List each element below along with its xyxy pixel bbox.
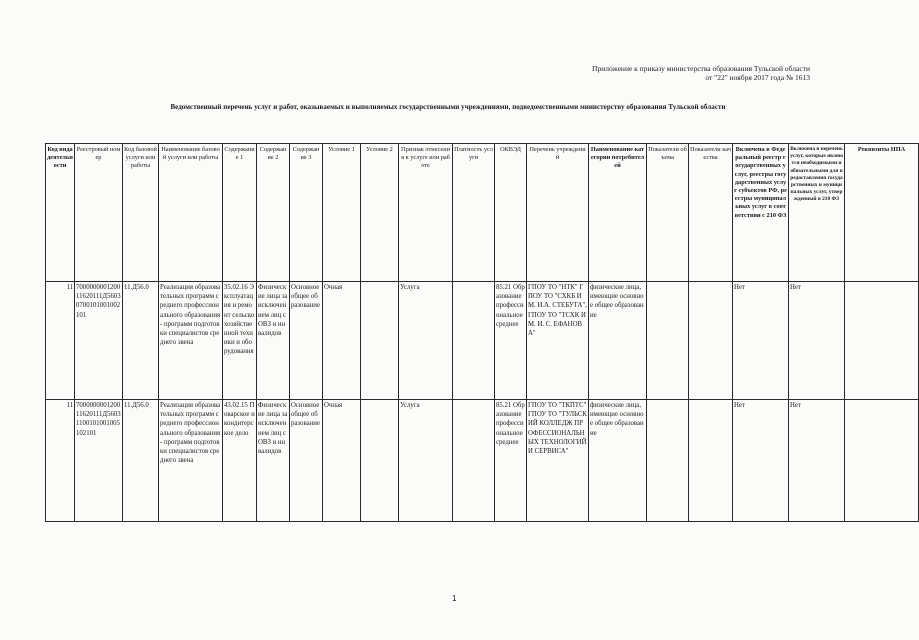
table-cell: Очная	[323, 400, 361, 522]
table-cell: Очная	[323, 282, 361, 400]
table-cell: Основное общее образование	[290, 400, 323, 522]
column-header: Содержание 1	[223, 144, 257, 282]
column-header: Содержание 2	[257, 144, 290, 282]
services-table	[45, 143, 919, 522]
column-header: Код базовой услуги или работы	[123, 144, 159, 282]
table-cell: 85.21 Образование профессиональное среднее	[495, 282, 527, 400]
column-header: Условие 1	[323, 144, 361, 282]
appendix-line-2: от "22" ноября 2017 года № 1613	[705, 73, 810, 82]
column-header: Признак отнесения к услуге или работе	[399, 144, 453, 282]
table-cell: Нет	[733, 282, 789, 400]
table-cell: Реализация образовательных программ среднего профессионального образования - программ подготовки специалистов среднего звена	[159, 282, 223, 400]
table-cell: 700000000120011620111Д56030700101001002101	[75, 282, 123, 400]
column-header: ОКВЭД	[495, 144, 527, 282]
page-number: 1	[452, 594, 457, 603]
table-cell: Услуга	[399, 400, 453, 522]
table-cell	[361, 282, 399, 400]
table-cell: Физические лица за исключением лиц с ОВЗ и инвалидов	[257, 400, 290, 522]
column-header: Содержание 3	[290, 144, 323, 282]
table-cell	[361, 400, 399, 522]
column-header: Платность услуги	[453, 144, 495, 282]
table-cell: 85.21 Образование профессиональное среднее	[495, 400, 527, 522]
table-cell: физические лица, имеющие основное общее образование	[589, 400, 647, 522]
table-cell	[845, 400, 919, 522]
column-header: Перечень учреждений	[527, 144, 589, 282]
column-header: Наименование категории потребителей	[589, 144, 647, 282]
column-header: Реквизиты НПА	[845, 144, 919, 282]
column-header: Включена в Федеральный реестр государственных услуг, реестры государственных услуг субъектов РФ, реестры муниципальных услуг в соответствии с 210 ФЗ	[733, 144, 789, 282]
column-header: Код вида деятельности	[46, 144, 75, 282]
column-header: Показатели качества	[689, 144, 733, 282]
table-cell: ГПОУ ТО "ТКПТС" ГПОУ ТО "ТУЛЬСКИЙ КОЛЛЕДЖ ПРОФЕССИОНАЛЬНЫХ ТЕХНОЛОГИЙ И СЕРВИСА"	[527, 400, 589, 522]
table-row	[46, 400, 919, 522]
table-cell: 11	[46, 400, 75, 522]
header-row	[46, 144, 919, 282]
table-cell: Физические лица за исключением лиц с ОВЗ и инвалидов	[257, 282, 290, 400]
column-header: Условие 2	[361, 144, 399, 282]
table-cell: 11	[46, 282, 75, 400]
table-cell	[845, 282, 919, 400]
appendix-note	[592, 64, 810, 82]
table-cell: физические лица, имеющие основное общее образование	[589, 282, 647, 400]
table-cell	[453, 282, 495, 400]
table-cell: ГПОУ ТО "НТК" ГПОУ ТО "СХКБ ИМ. И.А. СТЕБУТА",ГПОУ ТО "ТСХК ИМ. И. С. ЕФАНОВА"	[527, 282, 589, 400]
table-cell: 700000000120011620111Д56031100101001005102101	[75, 400, 123, 522]
table-cell: 35.02.16 Эксплуатация и ремонт сельскохозяйственной техники и оборудования	[223, 282, 257, 400]
column-header: Включена в перечень услуг, которые являются необходимыми и обязательными для предоставления государственных и муниципальных услуг, утвержденный в 210 ФЗ	[789, 144, 845, 282]
column-header: Реестровый номер	[75, 144, 123, 282]
table-cell	[689, 282, 733, 400]
table-row	[46, 282, 919, 400]
table-cell: Нет	[789, 282, 845, 400]
table-cell	[689, 400, 733, 522]
table-cell: Нет	[789, 400, 845, 522]
table-cell: 11.Д56.0	[123, 282, 159, 400]
table-cell: Основное общее образование	[290, 282, 323, 400]
table-cell: 11.Д56.0	[123, 400, 159, 522]
table-cell	[453, 400, 495, 522]
table-cell: Нет	[733, 400, 789, 522]
table-cell	[647, 400, 689, 522]
table-cell	[647, 282, 689, 400]
table-cell: 43.02.15 Поварское и кондитерское дело	[223, 400, 257, 522]
document-title: Ведомственный перечень услуг и работ, оказываемых и выполняемых государственными учреждениями, подведомственными министерству образования Тульской области	[170, 103, 726, 111]
appendix-line-1: Приложение к приказу министерства образования Тульской области	[592, 64, 810, 73]
column-header: Наименование базовой услуги или работы	[159, 144, 223, 282]
table-cell: Реализация образовательных программ среднего профессионального образования - программ подготовки специалистов среднего звена	[159, 400, 223, 522]
table-cell: Услуга	[399, 282, 453, 400]
column-header: Показатели объема	[647, 144, 689, 282]
